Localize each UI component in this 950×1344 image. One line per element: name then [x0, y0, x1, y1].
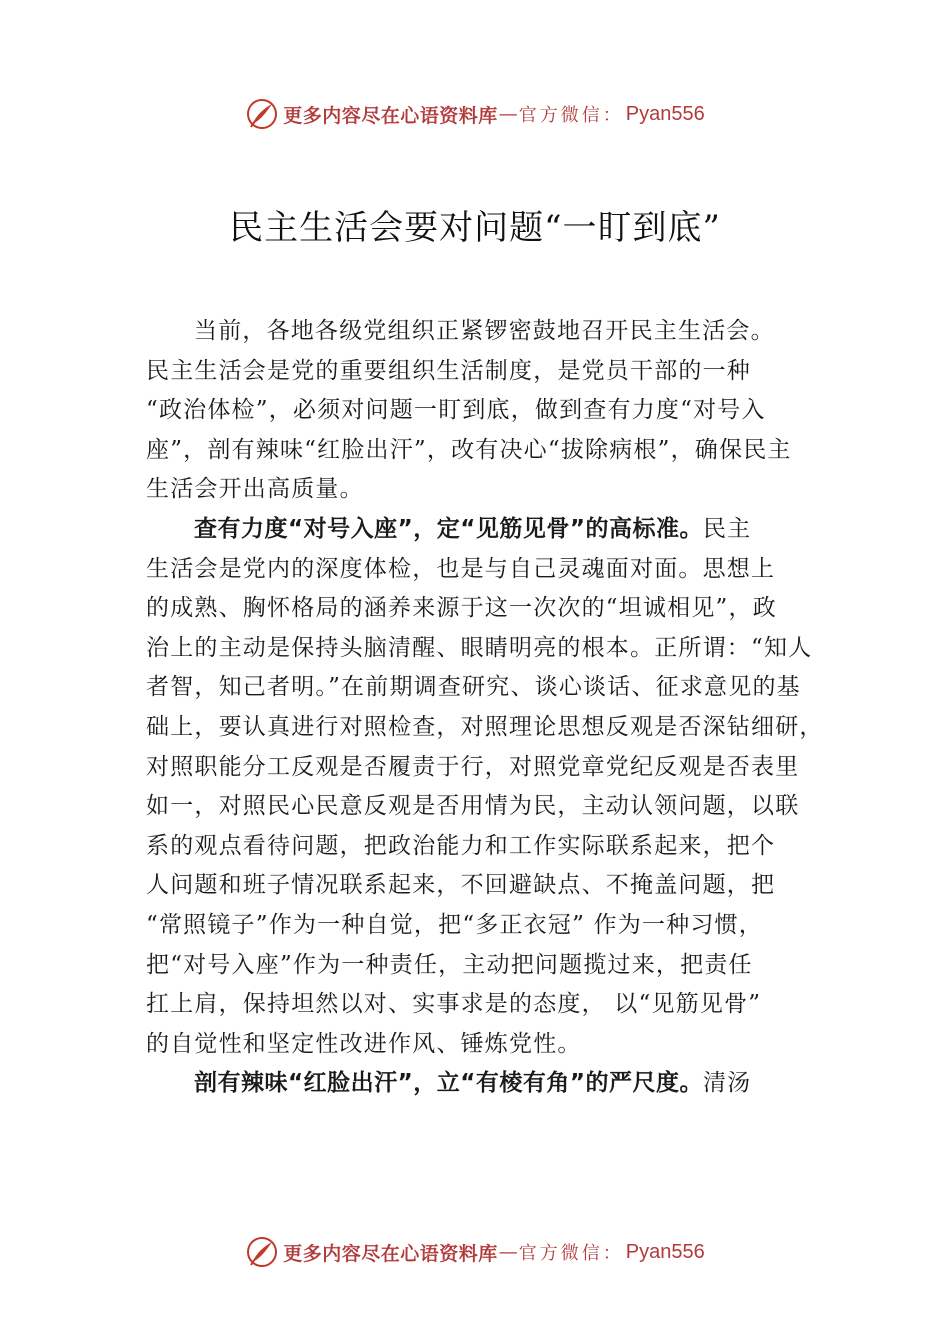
paragraph-line: [146, 985, 832, 1025]
banner-dash: —: [498, 103, 518, 125]
paragraph-line: [146, 510, 832, 550]
line-text: 清汤: [702, 1070, 752, 1097]
paragraph-line: [146, 906, 832, 946]
line-text: 民主: [702, 515, 752, 542]
paragraph-line: [146, 827, 832, 867]
paragraph-line: [146, 470, 832, 510]
line-text: 的成熟、胸怀格局的涵养来源于这一次次的“坦诚相见”，政: [146, 595, 777, 622]
paragraph-line: [146, 589, 832, 629]
paragraph-line: [146, 431, 832, 471]
banner-dash: —: [498, 1241, 518, 1263]
paragraph-line: [146, 550, 832, 590]
banner-handle: Pyan556: [625, 102, 705, 125]
footer-watermark: [0, 1232, 950, 1272]
section-heading: 剖有辣味“红脸出汗”，立“有棱有角”的严尺度。: [194, 1070, 703, 1097]
line-text: 座”，剖有辣味“红脸出汗”，改有决心“拔除病根”，确保民主: [146, 436, 792, 463]
paragraph-line: [146, 866, 832, 906]
line-text: 把“对号入座”作为一种责任，主动把问题揽过来，把责任: [146, 951, 753, 978]
line-text: 如一，对照民心民意反观是否用情为民，主动认领问题，以联: [146, 793, 800, 820]
header-watermark: [0, 94, 950, 134]
line-text: 人问题和班子情况联系起来，不回避缺点、不掩盖问题，把: [146, 872, 776, 899]
line-text: 扛上肩，保持坦然以对、实事求是的态度， 以“见筋见骨”: [146, 991, 762, 1018]
line-text: 系的观点看待问题，把政治能力和工作实际联系起来，把个: [146, 832, 776, 859]
paragraph-line: [146, 787, 832, 827]
line-text: 治上的主动是保持头脑清醒、眼睛明亮的根本。正所谓：“知人: [146, 634, 813, 661]
line-text: 民主生活会是党的重要组织生活制度，是党员干部的一种: [146, 357, 751, 384]
line-text: 生活会是党内的深度体检，也是与自己灵魂面对面。思想上: [146, 555, 776, 582]
paragraph-line: [146, 1025, 832, 1065]
banner-brand: 更多内容尽在心语资料库: [283, 104, 498, 127]
document-body: [146, 312, 832, 1104]
section-heading: 查有力度“对号入座”，定“见筋见骨”的高标准。: [194, 515, 703, 542]
quill-logo-icon: [245, 97, 279, 131]
line-text: 当前，各地各级党组织正紧锣密鼓地召开民主生活会。: [194, 318, 775, 344]
paragraph-line: [146, 668, 832, 708]
line-text: 者智，知己者明。”在前期调查研究、谈心谈话、征求意见的基: [146, 674, 801, 701]
line-text: 的自觉性和坚定性改进作风、锤炼党性。: [146, 1030, 582, 1057]
paragraph-line: [146, 391, 832, 431]
paragraph-line: [146, 708, 832, 748]
paragraph-line: [146, 312, 832, 352]
line-text: “政治体检”，必须对问题一盯到底，做到查有力度“对号入: [146, 397, 766, 424]
line-text: 生活会开出高质量。: [146, 476, 364, 503]
quill-logo-icon: [245, 1235, 279, 1269]
banner-official: 官方微信：: [518, 1243, 624, 1264]
paragraph-line: [146, 748, 832, 788]
paragraph-line: [146, 352, 832, 392]
paragraph-line: [146, 629, 832, 669]
banner-handle: Pyan556: [625, 1240, 705, 1263]
banner-brand: 更多内容尽在心语资料库: [283, 1242, 498, 1265]
banner-official: 官方微信：: [518, 105, 624, 126]
line-text: “常照镜子”作为一种自觉，把“多正衣冠” 作为一种习惯，: [146, 911, 763, 938]
paragraph-line: [146, 946, 832, 986]
document-title: 民主生活会要对问题“一盯到底”: [229, 208, 721, 248]
line-text: 对照职能分工反观是否履责于行，对照党章党纪反观是否表里: [146, 753, 800, 780]
line-text: 础上，要认真进行对照检查，对照理论思想反观是否深钻细研，: [146, 713, 824, 740]
paragraph-line: [146, 1064, 832, 1104]
